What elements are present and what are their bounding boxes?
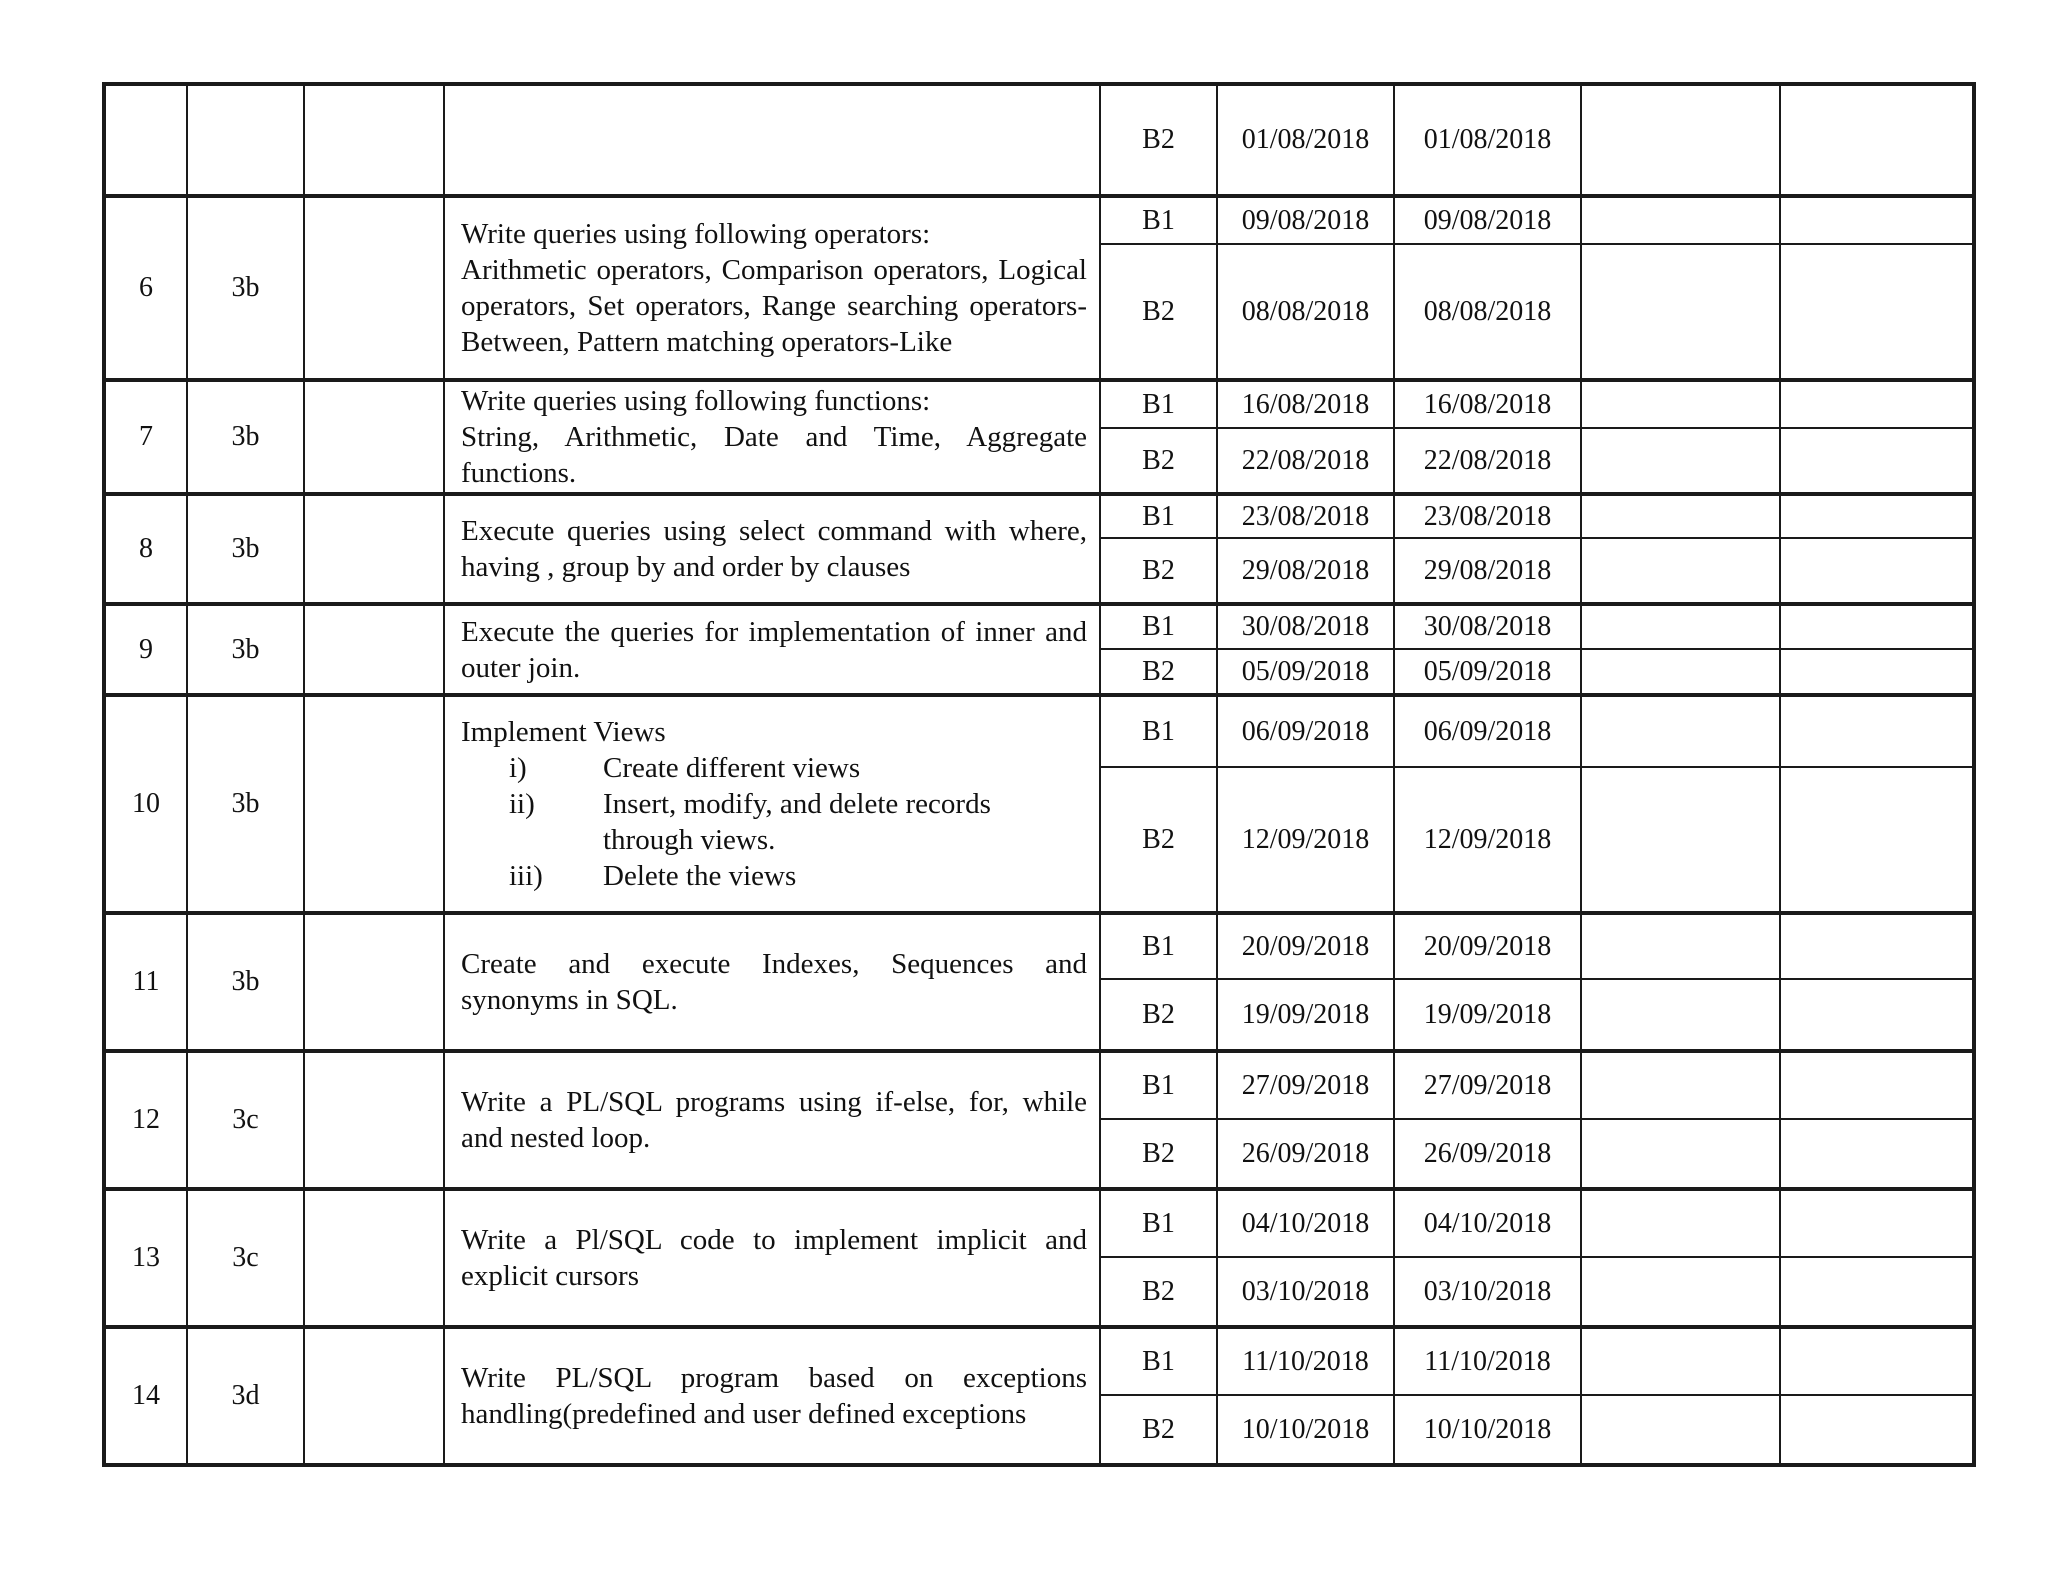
planned-date: 19/09/2018 (1217, 979, 1394, 1051)
planned-date: 29/08/2018 (1217, 538, 1394, 604)
reference-cell (304, 380, 444, 494)
batch-label: B2 (1100, 979, 1217, 1051)
blank-cell (1581, 649, 1780, 695)
actual-date: 16/08/2018 (1394, 380, 1581, 428)
blank-cell (1780, 428, 1974, 494)
planned-date: 09/08/2018 (1217, 196, 1394, 244)
list-item-text: Insert, modify, and delete records through views. (603, 788, 991, 856)
blank-cell (1581, 767, 1780, 913)
batch-label: B2 (1100, 767, 1217, 913)
batch-label: B1 (1100, 380, 1217, 428)
blank-cell (1780, 1051, 1974, 1119)
experiment-number: 14 (104, 1327, 187, 1465)
batch-label: B1 (1100, 1051, 1217, 1119)
batch-label: B1 (1100, 1327, 1217, 1395)
table-row (104, 913, 1974, 979)
batch-label: B1 (1100, 494, 1217, 538)
experiment-number: 12 (104, 1051, 187, 1189)
blank-cell (1581, 1257, 1780, 1327)
course-outcome: 3b (187, 380, 304, 494)
table-row (104, 494, 1974, 538)
blank-cell (1581, 979, 1780, 1051)
actual-date: 23/08/2018 (1394, 494, 1581, 538)
blank-cell (1780, 604, 1974, 649)
lab-schedule-table (102, 82, 1976, 1467)
description-line: Implement Views (461, 716, 666, 748)
actual-date: 10/10/2018 (1394, 1395, 1581, 1465)
blank-cell (1780, 1119, 1974, 1189)
actual-date: 05/09/2018 (1394, 649, 1581, 695)
batch-label: B2 (1100, 1395, 1217, 1465)
table-row (104, 1327, 1974, 1395)
experiment-description (444, 913, 1100, 1051)
blank-cell (1581, 604, 1780, 649)
batch-label: B1 (1100, 913, 1217, 979)
reference-cell (304, 913, 444, 1051)
blank-cell (1780, 695, 1974, 767)
description-line: Write queries using following functions: (461, 385, 931, 417)
actual-date: 30/08/2018 (1394, 604, 1581, 649)
table-row (104, 84, 1974, 196)
actual-date: 19/09/2018 (1394, 979, 1581, 1051)
blank-cell (1780, 494, 1974, 538)
description-line: Execute queries using select command with where, having , group by and order by clauses (461, 515, 1087, 583)
list-item-text: Delete the views (603, 860, 797, 892)
actual-date: 26/09/2018 (1394, 1119, 1581, 1189)
batch-label: B1 (1100, 196, 1217, 244)
blank-cell (1581, 380, 1780, 428)
experiment-description (444, 1051, 1100, 1189)
experiment-description (444, 1327, 1100, 1465)
blank-cell (1581, 84, 1780, 196)
batch-label: B1 (1100, 1189, 1217, 1257)
table-row (104, 196, 1974, 244)
actual-date: 06/09/2018 (1394, 695, 1581, 767)
description-line: Write PL/SQL program based on exceptions handling(predefined and user defined exceptions (461, 1362, 1087, 1430)
actual-date: 20/09/2018 (1394, 913, 1581, 979)
blank-cell (1581, 1395, 1780, 1465)
table-row (104, 604, 1974, 649)
experiment-description (444, 84, 1100, 196)
table-row (104, 380, 1974, 428)
blank-cell (1780, 979, 1974, 1051)
batch-label: B2 (1100, 1119, 1217, 1189)
list-item (461, 750, 1087, 786)
planned-date: 03/10/2018 (1217, 1257, 1394, 1327)
planned-date: 26/09/2018 (1217, 1119, 1394, 1189)
reference-cell (304, 196, 444, 380)
experiment-number: 11 (104, 913, 187, 1051)
blank-cell (1581, 913, 1780, 979)
blank-cell (1780, 913, 1974, 979)
experiment-description (444, 494, 1100, 604)
course-outcome: 3d (187, 1327, 304, 1465)
reference-cell (304, 84, 444, 196)
blank-cell (1780, 767, 1974, 913)
experiment-description (444, 380, 1100, 494)
planned-date: 12/09/2018 (1217, 767, 1394, 913)
batch-label: B2 (1100, 1257, 1217, 1327)
actual-date: 01/08/2018 (1394, 84, 1581, 196)
batch-label: B1 (1100, 604, 1217, 649)
blank-cell (1780, 1327, 1974, 1395)
blank-cell (1581, 428, 1780, 494)
reference-cell (304, 1327, 444, 1465)
reference-cell (304, 494, 444, 604)
experiment-description (444, 196, 1100, 380)
actual-date: 27/09/2018 (1394, 1051, 1581, 1119)
actual-date: 22/08/2018 (1394, 428, 1581, 494)
blank-cell (1581, 1051, 1780, 1119)
actual-date: 09/08/2018 (1394, 196, 1581, 244)
experiment-description (444, 695, 1100, 913)
experiment-number: 10 (104, 695, 187, 913)
description-line: Write a PL/SQL programs using if-else, for, while and nested loop. (461, 1086, 1087, 1154)
table-row (104, 1189, 1974, 1257)
actual-date: 29/08/2018 (1394, 538, 1581, 604)
blank-cell (1780, 1395, 1974, 1465)
blank-cell (1581, 538, 1780, 604)
batch-label: B2 (1100, 244, 1217, 380)
list-item-number: iii) (509, 860, 543, 892)
blank-cell (1581, 244, 1780, 380)
blank-cell (1780, 84, 1974, 196)
actual-date: 11/10/2018 (1394, 1327, 1581, 1395)
course-outcome (187, 84, 304, 196)
experiment-number: 6 (104, 196, 187, 380)
table-row (104, 695, 1974, 767)
blank-cell (1581, 1327, 1780, 1395)
planned-date: 10/10/2018 (1217, 1395, 1394, 1465)
blank-cell (1780, 196, 1974, 244)
blank-cell (1780, 244, 1974, 380)
description-line: Create and execute Indexes, Sequences and synonyms in SQL. (461, 948, 1087, 1016)
course-outcome: 3b (187, 695, 304, 913)
reference-cell (304, 1051, 444, 1189)
blank-cell (1581, 1119, 1780, 1189)
table-row (104, 1051, 1974, 1119)
experiment-number: 8 (104, 494, 187, 604)
course-outcome: 3c (187, 1189, 304, 1327)
course-outcome: 3b (187, 494, 304, 604)
course-outcome: 3b (187, 913, 304, 1051)
list-item (461, 858, 1087, 894)
planned-date: 27/09/2018 (1217, 1051, 1394, 1119)
course-outcome: 3c (187, 1051, 304, 1189)
description-list (461, 750, 1087, 894)
actual-date: 03/10/2018 (1394, 1257, 1581, 1327)
description-line: String, Arithmetic, Date and Time, Aggregate functions. (461, 421, 1087, 489)
planned-date: 06/09/2018 (1217, 695, 1394, 767)
list-item-text: Create different views (603, 752, 861, 784)
planned-date: 22/08/2018 (1217, 428, 1394, 494)
batch-label: B1 (1100, 695, 1217, 767)
table-body (104, 84, 1974, 1465)
description-line: Arithmetic operators, Comparison operators, Logical operators, Set operators, Range searching operators-Between, Pattern matching operators-Like (461, 254, 1087, 358)
planned-date: 20/09/2018 (1217, 913, 1394, 979)
list-item (461, 786, 1087, 858)
blank-cell (1581, 494, 1780, 538)
list-item-number: i) (509, 752, 527, 784)
planned-date: 23/08/2018 (1217, 494, 1394, 538)
reference-cell (304, 1189, 444, 1327)
blank-cell (1581, 196, 1780, 244)
actual-date: 04/10/2018 (1394, 1189, 1581, 1257)
course-outcome: 3b (187, 196, 304, 380)
planned-date: 08/08/2018 (1217, 244, 1394, 380)
batch-label: B2 (1100, 538, 1217, 604)
reference-cell (304, 604, 444, 695)
description-line: Execute the queries for implementation of inner and outer join. (461, 615, 1087, 684)
actual-date: 12/09/2018 (1394, 767, 1581, 913)
reference-cell (304, 695, 444, 913)
description-line: Write a Pl/SQL code to implement implicit and explicit cursors (461, 1224, 1087, 1292)
blank-cell (1780, 380, 1974, 428)
batch-label: B2 (1100, 84, 1217, 196)
experiment-description (444, 1189, 1100, 1327)
experiment-number: 9 (104, 604, 187, 695)
planned-date: 30/08/2018 (1217, 604, 1394, 649)
batch-label: B2 (1100, 428, 1217, 494)
planned-date: 01/08/2018 (1217, 84, 1394, 196)
blank-cell (1581, 695, 1780, 767)
blank-cell (1581, 1189, 1780, 1257)
planned-date: 05/09/2018 (1217, 649, 1394, 695)
experiment-description (444, 604, 1100, 695)
blank-cell (1780, 649, 1974, 695)
actual-date: 08/08/2018 (1394, 244, 1581, 380)
experiment-number: 13 (104, 1189, 187, 1327)
blank-cell (1780, 1189, 1974, 1257)
planned-date: 16/08/2018 (1217, 380, 1394, 428)
list-item-number: ii) (509, 788, 535, 820)
planned-date: 04/10/2018 (1217, 1189, 1394, 1257)
description-line: Write queries using following operators: (461, 218, 931, 250)
blank-cell (1780, 538, 1974, 604)
planned-date: 11/10/2018 (1217, 1327, 1394, 1395)
course-outcome: 3b (187, 604, 304, 695)
experiment-number (104, 84, 187, 196)
batch-label: B2 (1100, 649, 1217, 695)
experiment-number: 7 (104, 380, 187, 494)
blank-cell (1780, 1257, 1974, 1327)
